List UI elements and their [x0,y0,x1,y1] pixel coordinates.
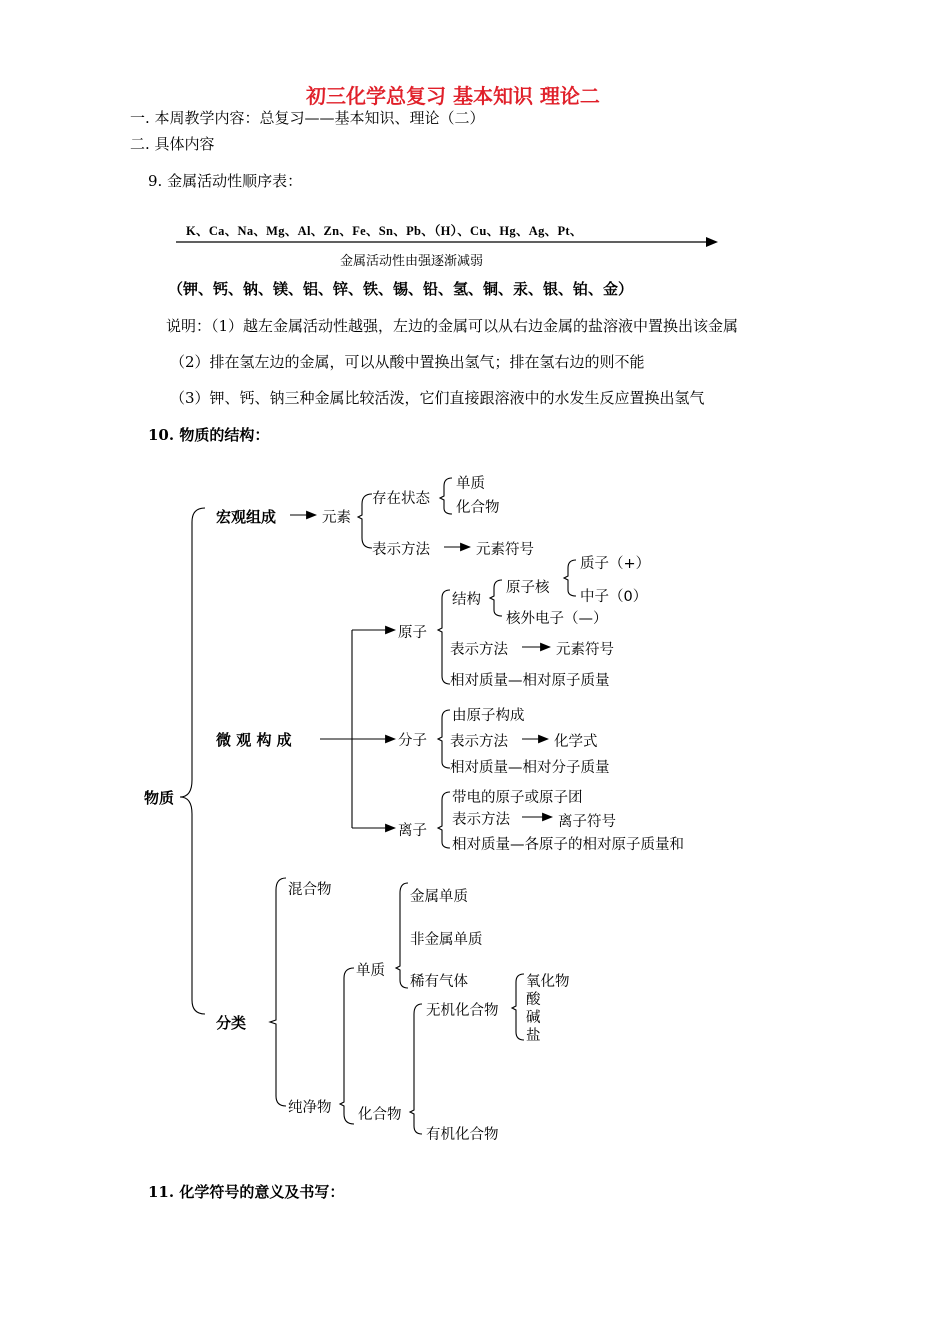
tree-base: 碱 [526,1010,541,1026]
tree-simple: 单质 [356,963,385,979]
tree-atom-mass: 相对质量—相对原子质量 [450,673,610,689]
tree-molecule: 分子 [398,733,427,749]
tree-mixture: 混合物 [288,882,332,898]
tree-classify: 分类 [216,1014,247,1032]
tree-compound: 化合物 [456,500,500,516]
tree-mol-repr: 表示方法 [450,734,508,750]
tree-atom: 原子 [398,625,427,641]
tree-element-symbol: 元素符号 [476,542,534,558]
tree-acid: 酸 [526,992,541,1008]
tree-exist-state: 存在状态 [372,491,430,507]
tree-mol-mass: 相对质量—相对分子质量 [450,760,610,776]
item9-heading: 9. 金属活动性顺序表： [148,172,303,190]
activity-arrow-label: 金属活动性由强逐渐减弱 [340,254,484,269]
page-title: 初三化学总复习 基本知识 理论二 [306,84,600,108]
tree-nucleus: 原子核 [506,580,550,596]
tree-electron: 核外电子（—） [506,611,608,627]
tree-chem-formula: 化学式 [554,734,598,750]
tree-ion-repr: 表示方法 [452,812,510,828]
tree-proton: 质子（+） [580,556,651,572]
tree-oxide: 氧化物 [526,974,570,990]
tree-macro: 宏观组成 [216,508,277,526]
tree-noble-gas: 稀有气体 [410,974,468,990]
note-3: （3）钾、钙、钠三种金属比较活泼，它们直接跟溶液中的水发生反应置换出氢气 [170,389,705,407]
tree-atom-symbol: 元素符号 [556,642,614,658]
tree-ion-mass: 相对质量—各原子的相对原子质量和 [452,837,684,853]
tree-atom-repr: 表示方法 [450,642,508,658]
tree-structure: 结构 [452,592,481,608]
metal-chinese-names: （钾、钙、钠、镁、铝、锌、铁、锡、铅、氢、铜、汞、银、铂、金） [168,280,634,298]
tree-ion: 离子 [398,823,427,839]
section-one: 一. 本周教学内容：总复习——基本知识、理论（二） [130,109,485,127]
tree-repr-method: 表示方法 [372,542,430,558]
tree-neutron: 中子（0） [580,589,648,605]
tree-metal-simple: 金属单质 [410,889,468,905]
tree-root: 物质 [144,789,175,807]
tree-mol-made: 由原子构成 [452,708,525,724]
note-1: 说明：（1）越左金属活动性越强，左边的金属可以从右边金属的盐溶液中置换出该金属 [166,317,739,335]
tree-ion-charged: 带电的原子或原子团 [452,790,583,806]
tree-micro: 微 观 构 成 [216,731,292,749]
tree-nonmetal-simple: 非金属单质 [410,932,483,948]
item11-heading: 11. 化学符号的意义及书写： [148,1183,345,1201]
tree-compound2: 化合物 [358,1107,402,1123]
item10-heading: 10. 物质的结构： [148,426,270,444]
tree-ion-symbol: 离子符号 [558,814,616,830]
tree-simple-substance: 单质 [456,476,485,492]
note-2: （2）排在氢左边的金属，可以从酸中置换出氢气；排在氢右边的则不能 [170,353,645,371]
section-two: 二. 具体内容 [130,135,215,153]
tree-element: 元素 [322,510,351,526]
tree-inorganic: 无机化合物 [426,1003,499,1019]
metal-activity-series: K、Ca、Na、Mg、Al、Zn、Fe、Sn、Pb、（H）、Cu、Hg、Ag、Pt、 [186,224,583,238]
tree-pure: 纯净物 [288,1100,332,1116]
tree-organic: 有机化合物 [426,1127,499,1143]
tree-salt: 盐 [526,1028,541,1044]
